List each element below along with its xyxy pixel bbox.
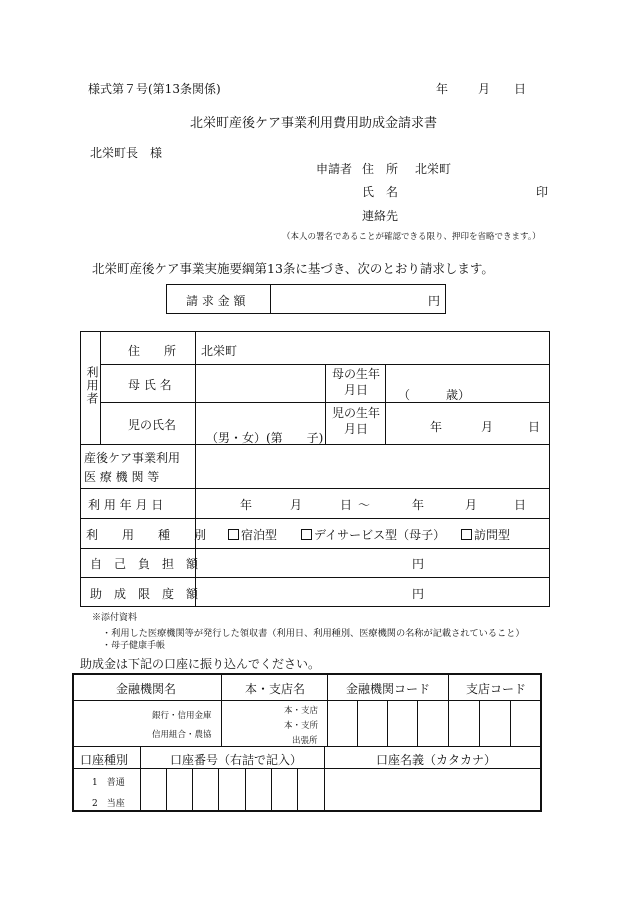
- bank-code-label: 金融機関コード: [346, 682, 431, 696]
- type-option-overnight[interactable]: [228, 526, 277, 543]
- child-dob-year: 年: [430, 420, 443, 434]
- addressee: 北栄町長 様: [90, 146, 163, 160]
- self-pay-label: 自 己 負 担 額: [90, 557, 199, 571]
- address-field[interactable]: [238, 336, 538, 360]
- bank-branch-label: 本・支店名: [245, 682, 306, 696]
- type-option-dayservice-label: デイサービス型（母子）: [314, 528, 446, 542]
- document-title: 北栄町産後ケア事業利用費用助成金請求書: [190, 116, 438, 131]
- limit-unit: 円: [412, 587, 425, 601]
- seal-mark: 印: [536, 185, 549, 199]
- type-option-overnight-label: 宿泊型: [241, 528, 278, 542]
- signature-note: （本人の署名であることが確認できる限り、押印を省略できます。）: [282, 232, 541, 242]
- checkbox-icon: [301, 529, 312, 540]
- mother-name-label: 母 氏 名: [128, 378, 172, 392]
- account-number-label: 口座番号（右詰で記入）: [170, 753, 303, 767]
- type-option-visit-label: 訪問型: [474, 528, 511, 542]
- usage-date-start-month: 月: [290, 498, 303, 512]
- child-name-label: 児の氏名: [128, 418, 177, 432]
- facility-label-1: 産後ケア事業利用: [84, 451, 181, 465]
- child-dob-day: 日: [528, 420, 541, 434]
- usage-date-start-year: 年: [240, 498, 253, 512]
- institution-type-line-2: 信用組合・農協: [152, 730, 212, 740]
- self-pay-field[interactable]: [198, 551, 398, 574]
- facility-field[interactable]: [198, 447, 546, 485]
- account-type-label: 口座種別: [80, 753, 129, 767]
- bank-code-field[interactable]: [330, 703, 445, 743]
- limit-label: 助 成 限 度 額: [90, 587, 199, 601]
- date-year-label: 年: [436, 82, 449, 96]
- bank-intro: 助成金は下記の口座に振り込んでください。: [80, 657, 321, 671]
- usage-type-label: 利 用 種 別: [86, 528, 207, 542]
- address-value: 北栄町: [201, 344, 238, 358]
- applicant-name-label: 氏 名: [362, 185, 399, 199]
- usage-date-end-year: 年: [412, 498, 425, 512]
- branch-code-field[interactable]: [451, 703, 539, 743]
- attachments-heading: ※添付資料: [92, 613, 138, 623]
- applicant-address-label: 住 所: [362, 162, 399, 176]
- usage-date-end-day: 日: [514, 498, 527, 512]
- applicant-label: 申請者: [316, 162, 353, 176]
- checkbox-icon: [461, 529, 472, 540]
- form-number: 様式第７号(第13条関係): [88, 82, 221, 96]
- self-pay-unit: 円: [412, 557, 425, 571]
- account-holder-label: 口座名義（カタカナ）: [376, 753, 497, 767]
- child-sex-order: （男・女）(第 子): [206, 431, 324, 445]
- claim-amount-unit: 円: [428, 294, 441, 308]
- applicant-address-value: 北栄町: [415, 162, 452, 176]
- user-label: 利用者: [85, 366, 99, 405]
- branch-type-line-2: 本・支所: [284, 721, 319, 731]
- date-day-label: 日: [514, 82, 527, 96]
- institution-type-line-1: 銀行・信用金庫: [152, 711, 212, 721]
- account-number-field[interactable]: [142, 770, 322, 810]
- type-option-visit[interactable]: [461, 526, 510, 543]
- type-option-dayservice[interactable]: [301, 526, 445, 543]
- mother-dob-label: 母の生年月日: [331, 367, 380, 397]
- mother-name-field[interactable]: [198, 367, 322, 399]
- intro-text: 北栄町産後ケア事業実施要綱第13条に基づき、次のとおり請求します。: [92, 261, 494, 276]
- attachment-item: ・利用した医療機関等が発行した領収書（利用日、利用種別、医療機関の名称が記載されていること）: [102, 628, 525, 639]
- branch-type-line-1: 本・支店: [284, 706, 319, 716]
- usage-date-start-day: 日: [340, 498, 353, 512]
- address-label: 住 所: [128, 344, 177, 358]
- usage-date-end-month: 月: [465, 498, 478, 512]
- branch-name-field[interactable]: [225, 703, 280, 743]
- mother-age: （ 歳）: [398, 388, 471, 402]
- account-type-ordinary[interactable]: 1 普通: [92, 778, 125, 788]
- facility-label-2: 医 療 機 関 等: [84, 470, 160, 484]
- child-dob-label: 児の生年月日: [331, 406, 380, 436]
- usage-dates-label: 利 用 年 月 日: [88, 498, 164, 512]
- branch-code-label: 支店コード: [466, 682, 527, 696]
- branch-type-line-3: 出張所: [292, 736, 318, 746]
- attachment-item: ・母子健康手帳: [102, 641, 166, 651]
- child-dob-month: 月: [481, 420, 494, 434]
- child-name-field[interactable]: [198, 405, 322, 425]
- account-holder-field[interactable]: [327, 770, 539, 810]
- applicant-contact-label: 連絡先: [362, 209, 399, 223]
- claim-amount-field[interactable]: [272, 286, 422, 312]
- usage-date-separator: ～: [358, 498, 371, 512]
- account-type-current[interactable]: 2 当座: [92, 799, 125, 809]
- bank-institution-label: 金融機関名: [116, 682, 177, 696]
- institution-name-field[interactable]: [76, 703, 146, 743]
- checkbox-icon: [228, 529, 239, 540]
- date-month-label: 月: [478, 82, 491, 96]
- claim-amount-label: 請 求 金 額: [186, 294, 246, 308]
- limit-field[interactable]: [198, 580, 398, 604]
